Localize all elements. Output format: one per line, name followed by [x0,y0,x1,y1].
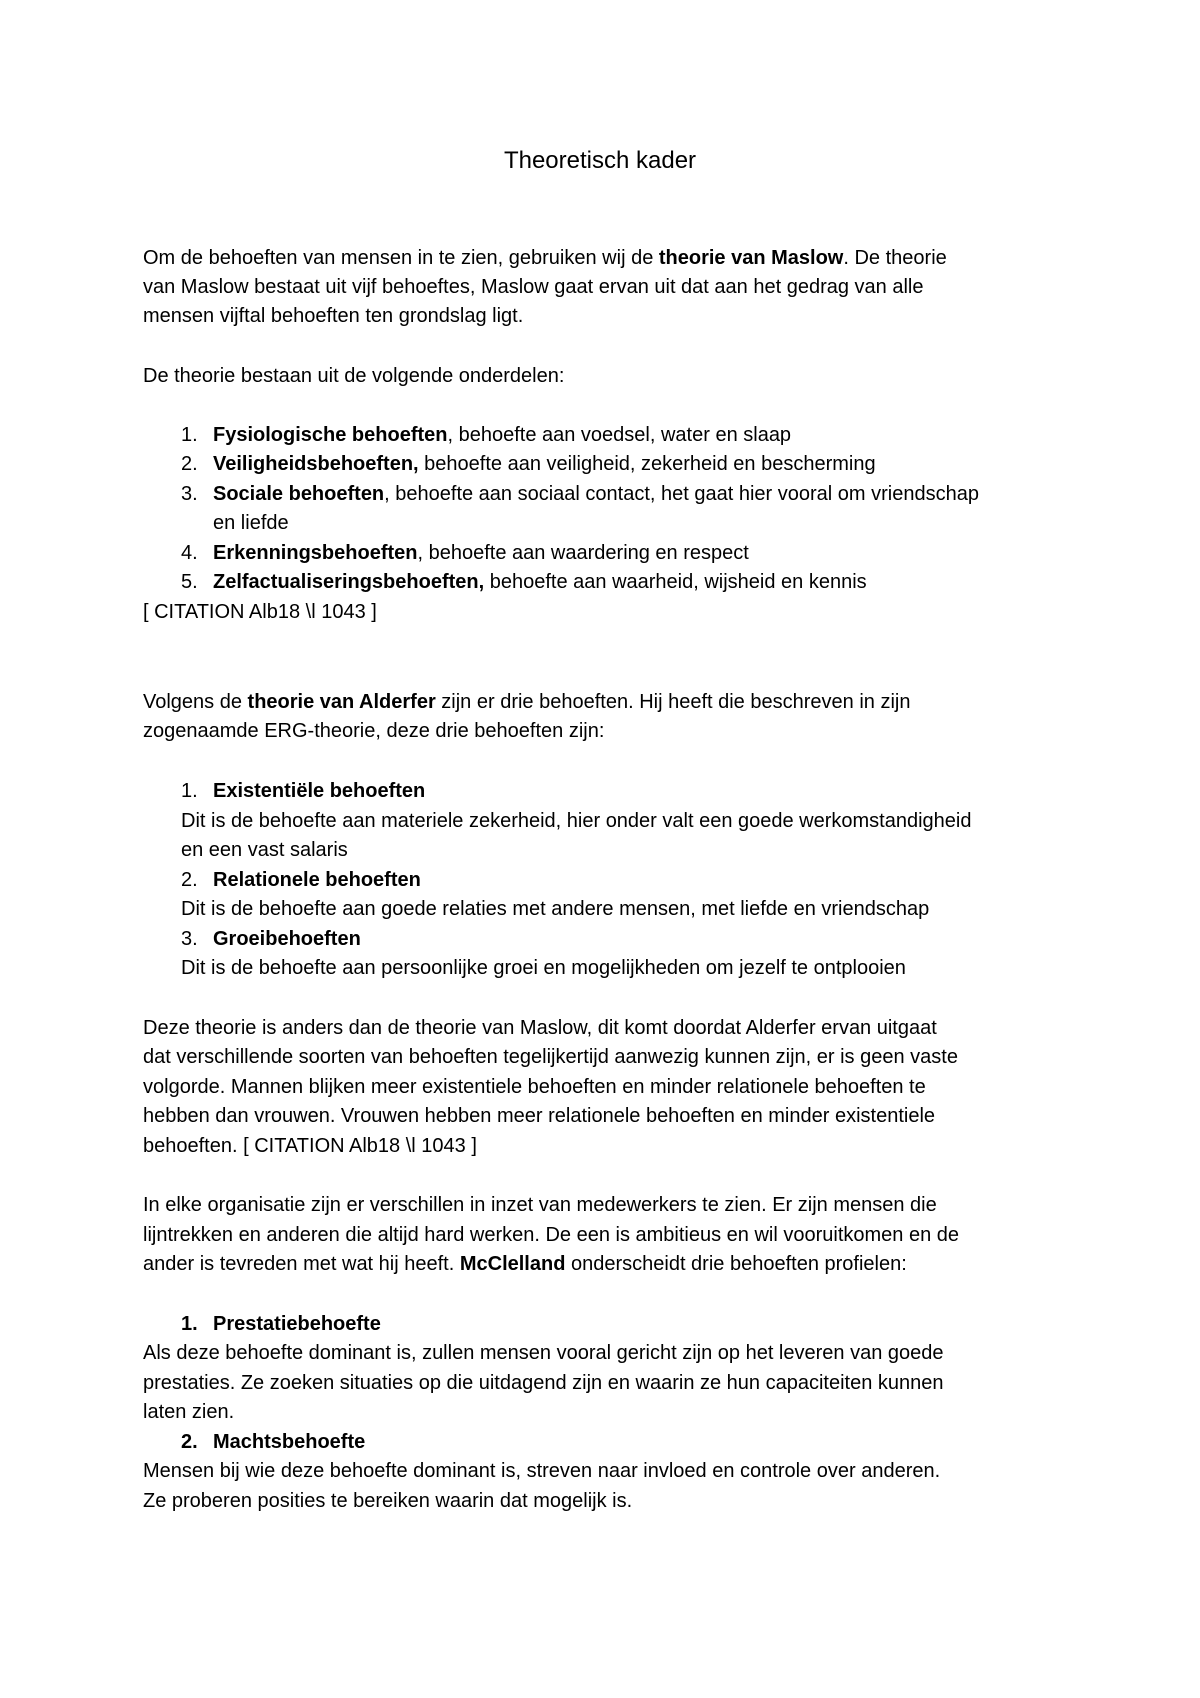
mcclelland-item-desc: Mensen bij wie deze behoefte dominant is, streven naar invloed en controle over anderen. [143,1460,941,1482]
alderfer-paragraph-line: behoeften. [ CITATION Alb18 \l 1043 ] [143,1135,477,1157]
mcclelland-list-item [181,1311,381,1337]
list-item-title: Machtsbehoefte [213,1431,366,1453]
list-number: 2. [181,869,198,891]
mcclelland-list-item [181,1429,365,1455]
list-item-desc: , behoefte aan voedsel, water en slaap [447,424,792,446]
bold-run: theorie van Maslow [658,247,844,269]
text-run: zijn er drie behoeften. Hij heeft die beschreven in zijn [435,691,911,713]
text-run: . De theorie [843,247,947,269]
list-item-desc: behoefte aan waarheid, wijsheid en kennis [484,571,867,593]
mcclelland-intro-line-3 [143,1251,907,1277]
mcclelland-item-desc: Ze proberen posities te bereiken waarin dat mogelijk is. [143,1490,633,1512]
maslow-intro-line-1 [143,245,947,271]
maslow-intro-line-3: mensen vijftal behoeften ten grondslag ligt. [143,305,524,327]
mcclelland-intro-line-2: lijntrekken en anderen die altijd hard werken. De een is ambitieus en wil vooruitkomen en de [143,1224,960,1246]
list-number: 5. [181,571,198,593]
list-number: 1. [181,424,198,446]
list-item-title: Relationele behoeften [213,869,421,891]
alderfer-paragraph-line: dat verschillende soorten van behoeften tegelijkertijd aanwezig kunnen zijn, er is geen vaste [143,1046,958,1068]
list-number: 2. [181,453,198,475]
text-run: onderscheidt drie behoeften profielen: [565,1253,907,1275]
bold-run: McClelland [459,1253,566,1275]
text-run: Om de behoeften van mensen in te zien, gebruiken wij de [143,247,659,269]
list-item-desc: , behoefte aan sociaal contact, het gaat hier vooral om vriendschap [384,483,979,505]
alderfer-item-desc: en een vast salaris [181,839,348,861]
mcclelland-item-desc: laten zien. [143,1401,235,1423]
alderfer-list-item [181,867,421,893]
list-number: 1. [181,1313,198,1335]
maslow-list-item [181,422,791,448]
list-item-title: Prestatiebehoefte [213,1313,381,1335]
list-item-desc: behoefte aan veiligheid, zekerheid en bescherming [418,453,876,475]
maslow-list-item-continuation: en liefde [213,512,289,534]
maslow-list-item [181,540,749,566]
maslow-list-item [181,481,979,507]
list-number: 3. [181,928,198,950]
list-item-title: Groeibehoeften [213,928,361,950]
list-item-title: Erkenningsbehoeften [213,542,418,564]
mcclelland-intro-line-1: In elke organisatie zijn er verschillen in inzet van medewerkers te zien. Er zijn mensen die [143,1194,937,1216]
citation: [ CITATION Alb18 \l 1043 ] [143,601,377,623]
list-item-title: Existentiële behoeften [213,780,426,802]
list-number: 1. [181,780,198,802]
list-number: 3. [181,483,198,505]
bold-run: theorie van Alderfer [247,691,436,713]
page-title: Theoretisch kader [503,147,697,174]
alderfer-paragraph-line: Deze theorie is anders dan de theorie van Maslow, dit komt doordat Alderfer ervan uitgaat [143,1017,937,1039]
alderfer-list-item [181,926,361,952]
alderfer-intro-line-2: zogenaamde ERG-theorie, deze drie behoeften zijn: [143,720,605,742]
alderfer-item-desc: Dit is de behoefte aan goede relaties met andere mensen, met liefde en vriendschap [181,898,930,920]
alderfer-item-desc: Dit is de behoefte aan materiele zekerheid, hier onder valt een goede werkomstandigheid [181,810,972,832]
list-item-title: Fysiologische behoeften [213,424,448,446]
maslow-list-item [181,451,876,477]
list-number: 2. [181,1431,198,1453]
list-item-title: Sociale behoeften [213,483,385,505]
text-run: Volgens de [143,691,248,713]
alderfer-item-desc: Dit is de behoefte aan persoonlijke groei en mogelijkheden om jezelf te ontplooien [181,957,906,979]
alderfer-intro-line-1 [143,689,910,715]
list-item-desc: , behoefte aan waardering en respect [417,542,749,564]
maslow-list-item [181,569,867,595]
maslow-lead: De theorie bestaan uit de volgende onderdelen: [143,365,565,387]
list-number: 4. [181,542,198,564]
alderfer-paragraph-line: volgorde. Mannen blijken meer existentiele behoeften en minder relationele behoeften te [143,1076,926,1098]
mcclelland-item-desc: Als deze behoefte dominant is, zullen mensen vooral gericht zijn op het leveren van goede [143,1342,944,1364]
alderfer-paragraph-line: hebben dan vrouwen. Vrouwen hebben meer relationele behoeften en minder existentiele [143,1105,936,1127]
alderfer-list-item [181,778,425,804]
list-item-title: Veiligheidsbehoeften, [213,453,419,475]
mcclelland-item-desc: prestaties. Ze zoeken situaties op die uitdagend zijn en waarin ze hun capaciteiten kunnen [143,1372,944,1394]
list-item-title: Zelfactualiseringsbehoeften, [213,571,485,593]
maslow-intro-line-2: van Maslow bestaat uit vijf behoeftes, Maslow gaat ervan uit dat aan het gedrag van alle [143,276,924,298]
text-run: ander is tevreden met wat hij heeft. [143,1253,460,1275]
